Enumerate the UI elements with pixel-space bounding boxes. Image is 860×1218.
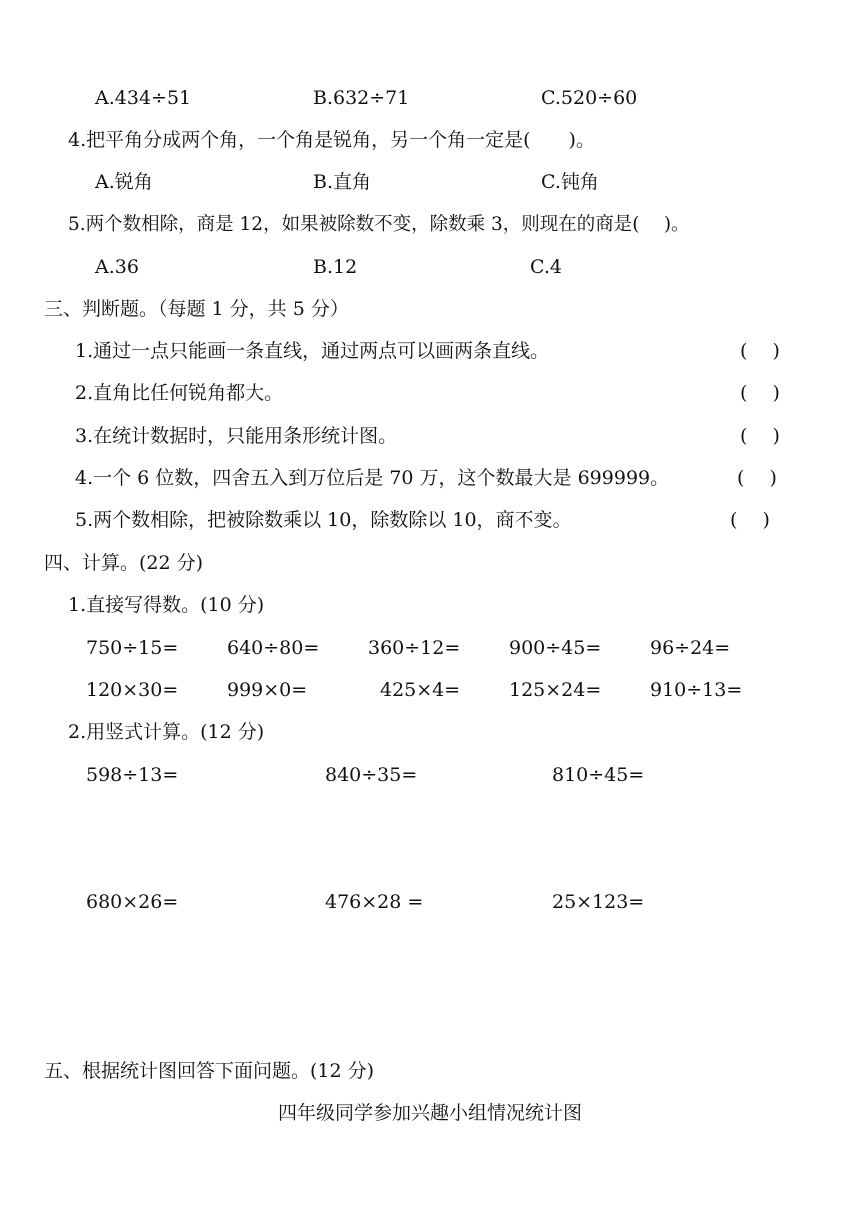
judge-item-3: 3.在统计数据时，只能用条形统计图。 <box>75 425 398 447</box>
judge-item-2: 2.直角比任何锐角都大。 <box>75 382 284 404</box>
vertical-calc-2: 840÷35= <box>325 764 418 786</box>
oral-calc-7: 999×0= <box>227 679 308 701</box>
vertical-calc-4: 680×26= <box>86 891 179 913</box>
q4-option-b: B.直角 <box>313 171 372 193</box>
q4-option-c: C.钝角 <box>541 171 599 193</box>
sub1-title: 1.直接写得数。(10 分) <box>68 594 265 616</box>
oral-calc-9: 125×24= <box>509 679 602 701</box>
oral-calc-10: 910÷13= <box>650 679 743 701</box>
oral-calc-6: 120×30= <box>86 679 179 701</box>
q5-option-a: A.36 <box>95 256 139 278</box>
oral-calc-5: 96÷24= <box>650 637 731 659</box>
judge-answer-3[interactable]: ( ) <box>740 425 780 447</box>
section3-title: 三、判断题。（每题 1 分，共 5 分） <box>44 298 349 320</box>
q4-text: 4.把平角分成两个角，一个角是锐角，另一个角一定是( )。 <box>68 129 595 151</box>
q5-option-c: C.4 <box>530 256 562 278</box>
judge-item-4: 4.一个 6 位数，四舍五入到万位后是 70 万，这个数最大是 699999。 <box>75 467 670 489</box>
q3-option-b: B.632÷71 <box>313 87 410 109</box>
q3-option-a: A.434÷51 <box>95 87 192 109</box>
judge-answer-5[interactable]: ( ) <box>730 509 770 531</box>
oral-calc-2: 640÷80= <box>227 637 320 659</box>
oral-calc-1: 750÷15= <box>86 637 179 659</box>
oral-calc-8: 425×4= <box>380 679 461 701</box>
vertical-calc-5: 476×28 = <box>325 891 424 913</box>
judge-answer-2[interactable]: ( ) <box>740 382 780 404</box>
q3-option-c: C.520÷60 <box>541 87 638 109</box>
vertical-calc-6: 25×123= <box>552 891 645 913</box>
section5-title: 五、根据统计图回答下面问题。(12 分) <box>44 1060 375 1082</box>
judge-answer-4[interactable]: ( ) <box>737 467 777 489</box>
q5-text: 5.两个数相除，商是 12，如果被除数不变，除数乘 3，则现在的商是( )。 <box>68 214 690 235</box>
vertical-calc-3: 810÷45= <box>552 764 645 786</box>
sub2-title: 2.用竖式计算。(12 分) <box>68 721 265 743</box>
q4-option-a: A.锐角 <box>95 171 153 193</box>
oral-calc-4: 900÷45= <box>509 637 602 659</box>
oral-calc-3: 360÷12= <box>368 637 461 659</box>
judge-item-5: 5.两个数相除，把被除数乘以 10，除数除以 10，商不变。 <box>75 509 572 531</box>
judge-answer-1[interactable]: ( ) <box>740 340 780 362</box>
judge-item-1: 1.通过一点只能画一条直线，通过两点可以画两条直线。 <box>75 340 550 362</box>
q5-option-b: B.12 <box>313 256 358 278</box>
section4-title: 四、计算。(22 分) <box>44 552 204 574</box>
chart-title: 四年级同学参加兴趣小组情况统计图 <box>277 1102 582 1124</box>
vertical-calc-1: 598÷13= <box>86 764 179 786</box>
